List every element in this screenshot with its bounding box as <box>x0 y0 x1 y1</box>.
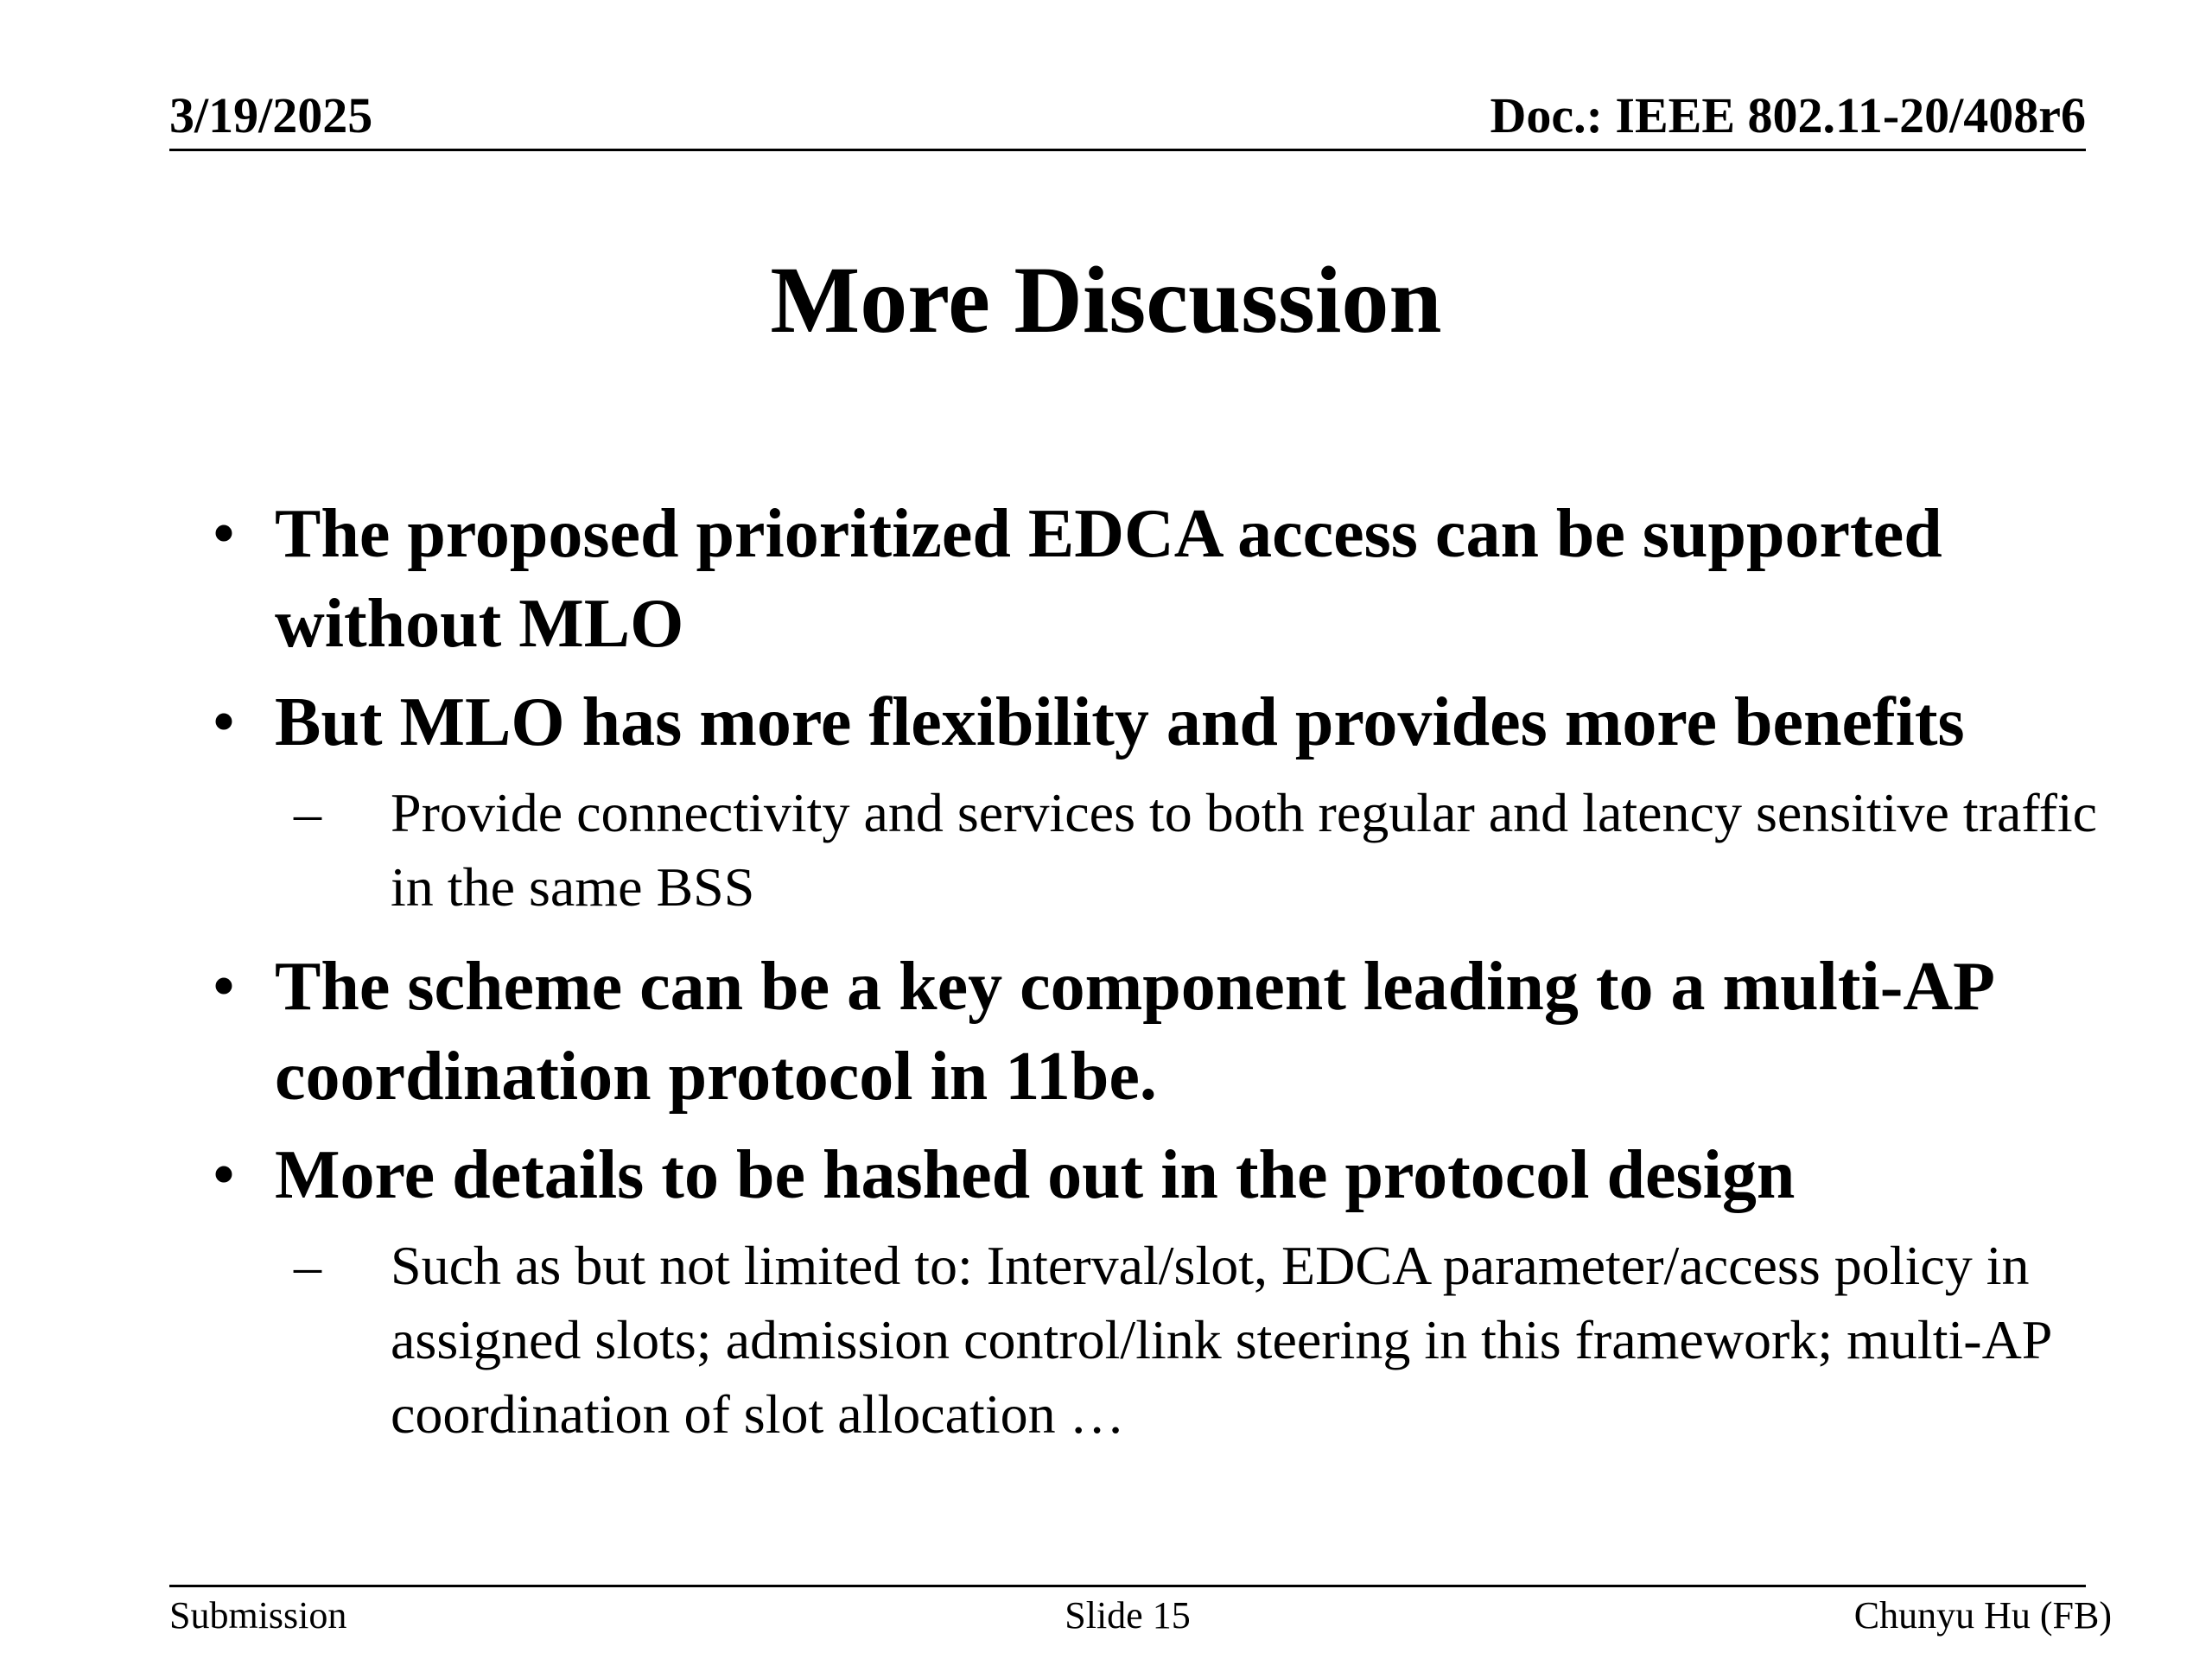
sub-bullet-marker: – <box>294 782 321 843</box>
bullet-item <box>173 489 2126 669</box>
bullet-marker: • <box>213 1141 235 1208</box>
bullet-text: More details to be hashed out in the protocol design <box>275 1137 1796 1213</box>
sub-bullet-item <box>173 1229 2126 1452</box>
slide-header <box>169 83 2086 151</box>
footer-slide-number: Slide 15 <box>1065 1594 1191 1637</box>
slide-title: More Discussion <box>770 247 1442 353</box>
sub-bullet-text: Provide connectivity and services to both regular and latency sensitive traffic in the same BSS <box>391 782 2098 918</box>
slide-footer <box>169 1585 2112 1644</box>
bullet-text: The proposed prioritized EDCA access can be supported without MLO <box>275 496 1942 662</box>
bullet-marker: • <box>213 500 235 567</box>
header-doc-id: Doc.: IEEE 802.11-20/408r6 <box>1490 87 2086 143</box>
bullet-text: But MLO has more flexibility and provides more benefits <box>275 684 1965 760</box>
sub-bullet-text: Such as but not limited to: Interval/slot, EDCA parameter/access policy in assigned slots; admission control/link steering in this framework; multi-AP coordination of slot allocation … <box>391 1235 2050 1445</box>
footer-submission: Submission <box>169 1594 347 1637</box>
slide-body <box>173 489 2126 1469</box>
footer-author: Chunyu Hu (FB) <box>1853 1594 2112 1637</box>
bullet-item <box>173 677 2126 767</box>
header-date: 3/19/2025 <box>169 87 373 143</box>
bullet-text: The scheme can be a key component leading to a multi-AP coordination protocol in 11be. <box>275 949 1992 1115</box>
bullet-item <box>173 1130 2126 1220</box>
sub-bullet-item <box>173 776 2126 925</box>
bullet-marker: • <box>213 953 235 1020</box>
bullet-item <box>173 942 2126 1122</box>
sub-bullet-marker: – <box>294 1235 321 1296</box>
bullet-marker: • <box>213 689 235 755</box>
